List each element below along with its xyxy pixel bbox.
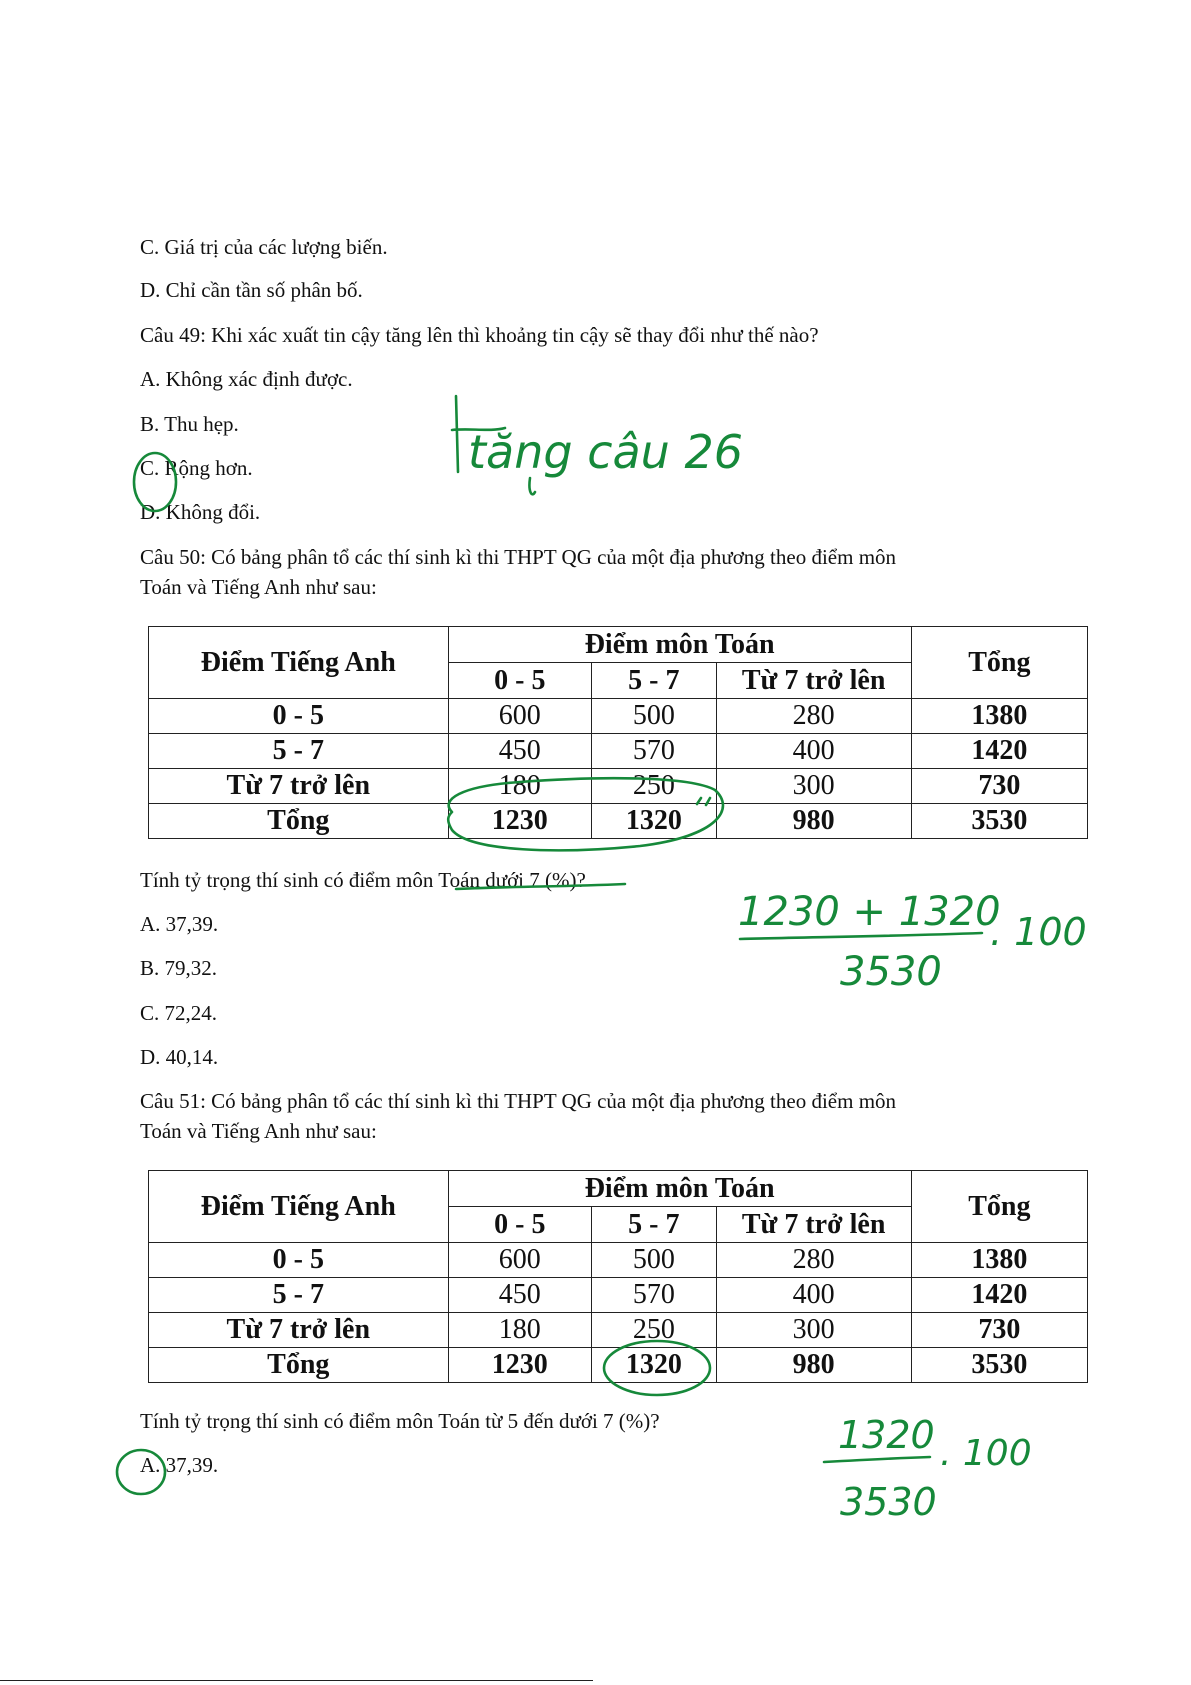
cell: 450 (448, 1278, 591, 1313)
cell: 500 (592, 1243, 717, 1278)
question-51-line1: Câu 51: Có bảng phân tổ các thí sinh kì thi THPT QG của một địa phương theo điểm môn (140, 1089, 897, 1113)
row-label: 5 - 7 (149, 1278, 449, 1313)
table-sub-header: 5 - 7 (592, 1207, 717, 1243)
row-total: 1420 (911, 734, 1087, 769)
cell: 280 (716, 1243, 911, 1278)
q51-denominator-handwriting: 3530 (840, 1480, 937, 1524)
cell: 400 (716, 734, 911, 769)
row-total: 3530 (911, 804, 1087, 839)
q50-option-d: D. 40,14. (140, 1045, 219, 1069)
row-label: Từ 7 trở lên (149, 1313, 449, 1348)
row-total: 730 (911, 1313, 1087, 1348)
q49-option-b: B. Thu hẹp. (140, 412, 239, 436)
question-51-prompt: Tính tỷ trọng thí sinh có điểm môn Toán từ 5 đến dưới 7 (%)? (140, 1409, 660, 1433)
table-total-header: Tổng (911, 627, 1087, 699)
score-table-q51 (148, 1170, 1088, 1383)
row-total: 1380 (911, 699, 1087, 734)
cell: 1320 (592, 804, 717, 839)
table-row (149, 1243, 1088, 1278)
table-group-header: Điểm môn Toán (448, 1171, 911, 1207)
table-sub-header: 5 - 7 (592, 663, 717, 699)
table-row (149, 1278, 1088, 1313)
cell: 980 (716, 1348, 911, 1383)
fraction-bar-q50 (740, 933, 982, 939)
cell: 280 (716, 699, 911, 734)
row-label: 0 - 5 (149, 699, 449, 734)
note-q49-handwriting: tăng câu 26 (468, 425, 743, 479)
cell: 570 (592, 1278, 717, 1313)
row-total: 730 (911, 769, 1087, 804)
cell: 250 (592, 1313, 717, 1348)
cell: 600 (448, 699, 591, 734)
row-label: Tổng (149, 804, 449, 839)
q50-multiplier-handwriting: . 100 (990, 910, 1087, 954)
table-sub-header: Từ 7 trở lên (716, 1207, 911, 1243)
cell: 570 (592, 734, 717, 769)
score-table-q50 (148, 626, 1088, 839)
q51-option-a: A. 37,39. (140, 1453, 219, 1477)
cell: 500 (592, 699, 717, 734)
cell: 450 (448, 734, 591, 769)
row-total: 1380 (911, 1243, 1087, 1278)
table-group-header: Điểm môn Toán (448, 627, 911, 663)
q50-option-b: B. 79,32. (140, 956, 218, 980)
row-label: Tổng (149, 1348, 449, 1383)
question-51-line2: Toán và Tiếng Anh như sau: (140, 1119, 377, 1143)
footnote-separator (0, 1680, 593, 1681)
option-d-previous: D. Chỉ cần tần số phân bố. (140, 278, 363, 302)
row-total: 1420 (911, 1278, 1087, 1313)
table-row (149, 804, 1088, 839)
question-50-prompt: Tính tỷ trọng thí sinh có điểm môn Toán dưới 7 (%)? (140, 868, 586, 892)
q51-multiplier-handwriting: . 100 (940, 1433, 1032, 1474)
cell: 1230 (448, 1348, 591, 1383)
cell: 400 (716, 1278, 911, 1313)
q50-numerator-handwriting: 1230 + 1320 (738, 889, 1001, 935)
cell: 980 (716, 804, 911, 839)
row-label: 0 - 5 (149, 1243, 449, 1278)
table-sub-header: Từ 7 trở lên (716, 663, 911, 699)
cell: 180 (448, 769, 591, 804)
cell: 1230 (448, 804, 591, 839)
q50-option-c: C. 72,24. (140, 1001, 218, 1025)
fraction-bar-q51 (824, 1457, 930, 1462)
table-sub-header: 0 - 5 (448, 1207, 591, 1243)
table-row-header: Điểm Tiếng Anh (149, 627, 449, 699)
table-total-header: Tổng (911, 1171, 1087, 1243)
table-sub-header: 0 - 5 (448, 663, 591, 699)
row-total: 3530 (911, 1348, 1087, 1383)
row-label: 5 - 7 (149, 734, 449, 769)
question-50-line1: Câu 50: Có bảng phân tổ các thí sinh kì thi THPT QG của một địa phương theo điểm môn (140, 545, 897, 569)
q50-option-a: A. 37,39. (140, 912, 219, 936)
table-row (149, 1313, 1088, 1348)
cell: 180 (448, 1313, 591, 1348)
table-row (149, 699, 1088, 734)
question-49: Câu 49: Khi xác xuất tin cậy tăng lên thì khoảng tin cậy sẽ thay đổi như thế nào? (140, 323, 819, 347)
cell: 300 (716, 769, 911, 804)
cell: 250 (592, 769, 717, 804)
table-row (149, 734, 1088, 769)
q50-denominator-handwriting: 3530 (840, 949, 942, 995)
table-row-header: Điểm Tiếng Anh (149, 1171, 449, 1243)
question-50-line2: Toán và Tiếng Anh như sau: (140, 575, 377, 599)
option-c-previous: C. Giá trị của các lượng biến. (140, 235, 388, 259)
cell: 300 (716, 1313, 911, 1348)
row-label: Từ 7 trở lên (149, 769, 449, 804)
cell: 1320 (592, 1348, 717, 1383)
q49-option-d: D. Không đổi. (140, 500, 261, 524)
q51-numerator-handwriting: 1320 (838, 1413, 935, 1457)
table-row (149, 769, 1088, 804)
table-row (149, 1348, 1088, 1383)
cell: 600 (448, 1243, 591, 1278)
q49-option-c: C. Rộng hơn. (140, 456, 253, 480)
q49-option-a: A. Không xác định được. (140, 367, 353, 391)
